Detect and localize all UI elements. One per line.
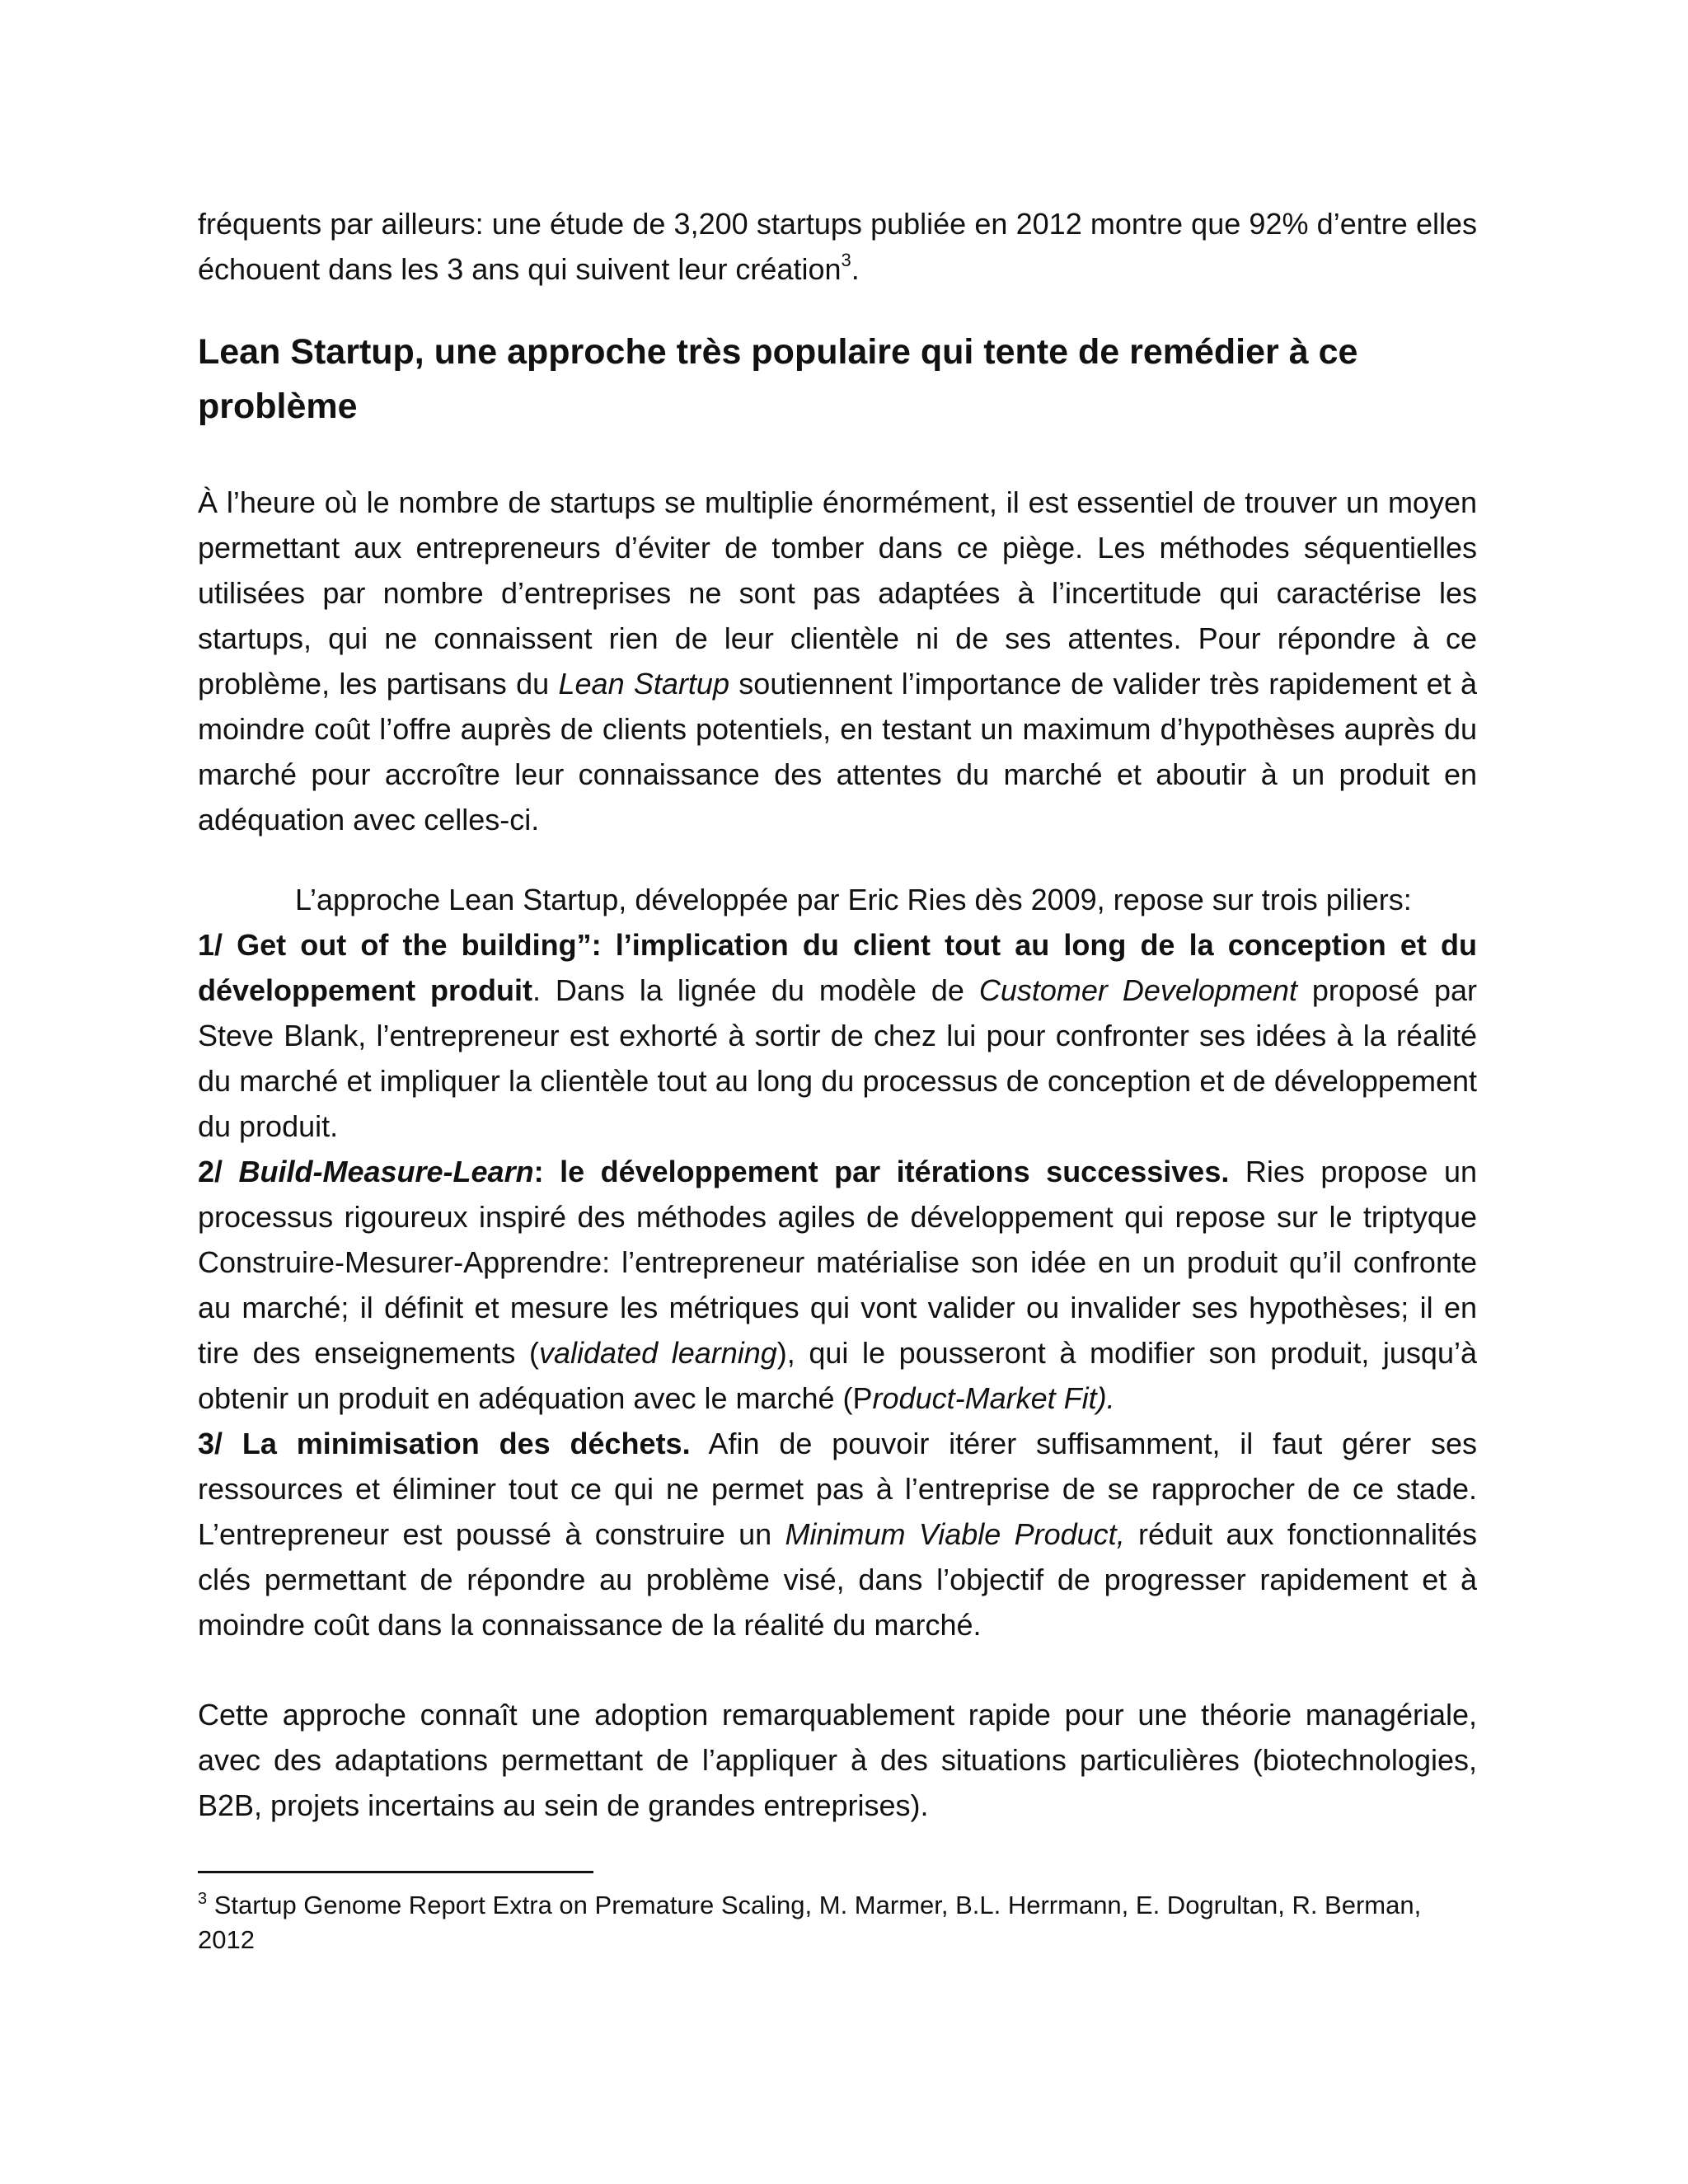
paragraph-text: soutiennent l’importance de valider très rapidement et à moindre coût l’offre auprès de clients potentiels, en testant un maximum d’hypothèses auprès du marché pour accroître leur connaissance des attentes du marché et aboutir à un produit en adéquation avec celles-ci. [198,667,1478,837]
pillar-2-number: 2/ [198,1155,239,1188]
footnote-divider [198,1871,593,1873]
emphasis-validated-learning: validated learning [539,1336,777,1370]
emphasis-product-market-fit: roduct-Market Fit). [872,1381,1115,1415]
pillar-3-title: 3/ La minimisation des déchets. [198,1427,691,1460]
footnote-number: 3 [198,1890,208,1908]
pillar-1 [198,922,1477,1149]
paragraph-text: À l’heure où le nombre de startups se multiplie énormément, il est essentiel de trouver un moyen permettant aux entrepreneurs d’éviter de tomber dans ce piège. Les méthodes séquentielles utilisées par nombre d’entreprises ne sont pas adaptées à l’incertitude qui caractérise les startups, qui ne connaissent rien de leur clientèle ni de ses attentes. Pour répondre à ce problème, les partisans du [198,485,1477,701]
footnote-reference[interactable]: 3 [841,250,851,270]
pillars-section [198,877,1477,1647]
pillar-3-text: réduit aux fonctionnalités clés permettant de répondre au problème visé, dans l’objectif de progresser rapidement et à moindre coût dans la connaissance de la réalité du marché. [198,1517,1477,1642]
section-heading: Lean Startup, une approche très populaire qui tente de remédier à ce problème [198,332,1358,426]
intro-end: . [851,252,860,286]
intro-text: fréquents par ailleurs: une étude de 3,200 startups publiée en 2012 montre que 92% d’entre elles échouent dans les 3 ans qui suivent leur création [198,207,1477,286]
paragraph-context [198,480,1477,842]
emphasis-mvp: Minimum Viable Product, [785,1517,1125,1551]
pillar-2-text: Ries propose un processus rigoureux inspiré des méthodes agiles de développement qui repose sur le triptyque Construire-Mesurer-Apprendre: l’entrepreneur matérialise son idée en un produit qu’il confronte au marché; il définit et mesure les métriques qui vont valider ou invalider ses hypothèses; il en tire des enseignements ( [198,1155,1477,1370]
pillar-2-title: : le développement par itérations successives. [533,1155,1230,1188]
intro-paragraph [198,201,1477,292]
pillar-3-text: Afin de pouvoir itérer suffisamment, il faut gérer ses ressources et éliminer tout ce qui ne permet pas à l’entreprise de se rapprocher de ce stade. L’entrepreneur est poussé à construire un [198,1427,1477,1551]
pillar-1-text: . Dans la lignée du modèle de [532,973,979,1007]
paragraph-adoption: Cette approche connaît une adoption remarquablement rapide pour une théorie managériale, avec des adaptations permettant de l’appliquer à des situations particulières (biotechnologies, B2B, projets incertains au sein de grandes entreprises). [198,1698,1477,1822]
pillar-1-text: proposé par Steve Blank, l’entrepreneur est exhorté à sortir de chez lui pour confronter ses idées à la réalité du marché et impliquer la clientèle tout au long du processus de conception et de développement du produit. [198,973,1477,1143]
pillar-1-title: 1/ Get out of the building”: l’implication du client tout au long de la conception et du développement produit [198,928,1477,1007]
footnote-text: Startup Genome Report Extra on Premature Scaling, M. Marmer, B.L. Herrmann, E. Dogrultan, R. Berman, 2012 [198,1891,1422,1954]
pillars-lead: L’approche Lean Startup, développée par Eric Ries dès 2009, repose sur trois piliers: [295,883,1412,916]
footnote [198,1888,1477,1957]
pillar-2-term: Build-Measure-Learn [238,1155,534,1188]
emphasis-customer-development: Customer Development [978,973,1297,1007]
pillar-2 [198,1149,1477,1421]
emphasis-lean-startup: Lean Startup [558,667,729,701]
document-page [198,201,1477,1983]
pillar-2-text: ), qui le pousseront à modifier son produit, jusqu’à obtenir un produit en adéquation avec le marché (P [198,1336,1477,1415]
pillar-3 [198,1421,1477,1647]
